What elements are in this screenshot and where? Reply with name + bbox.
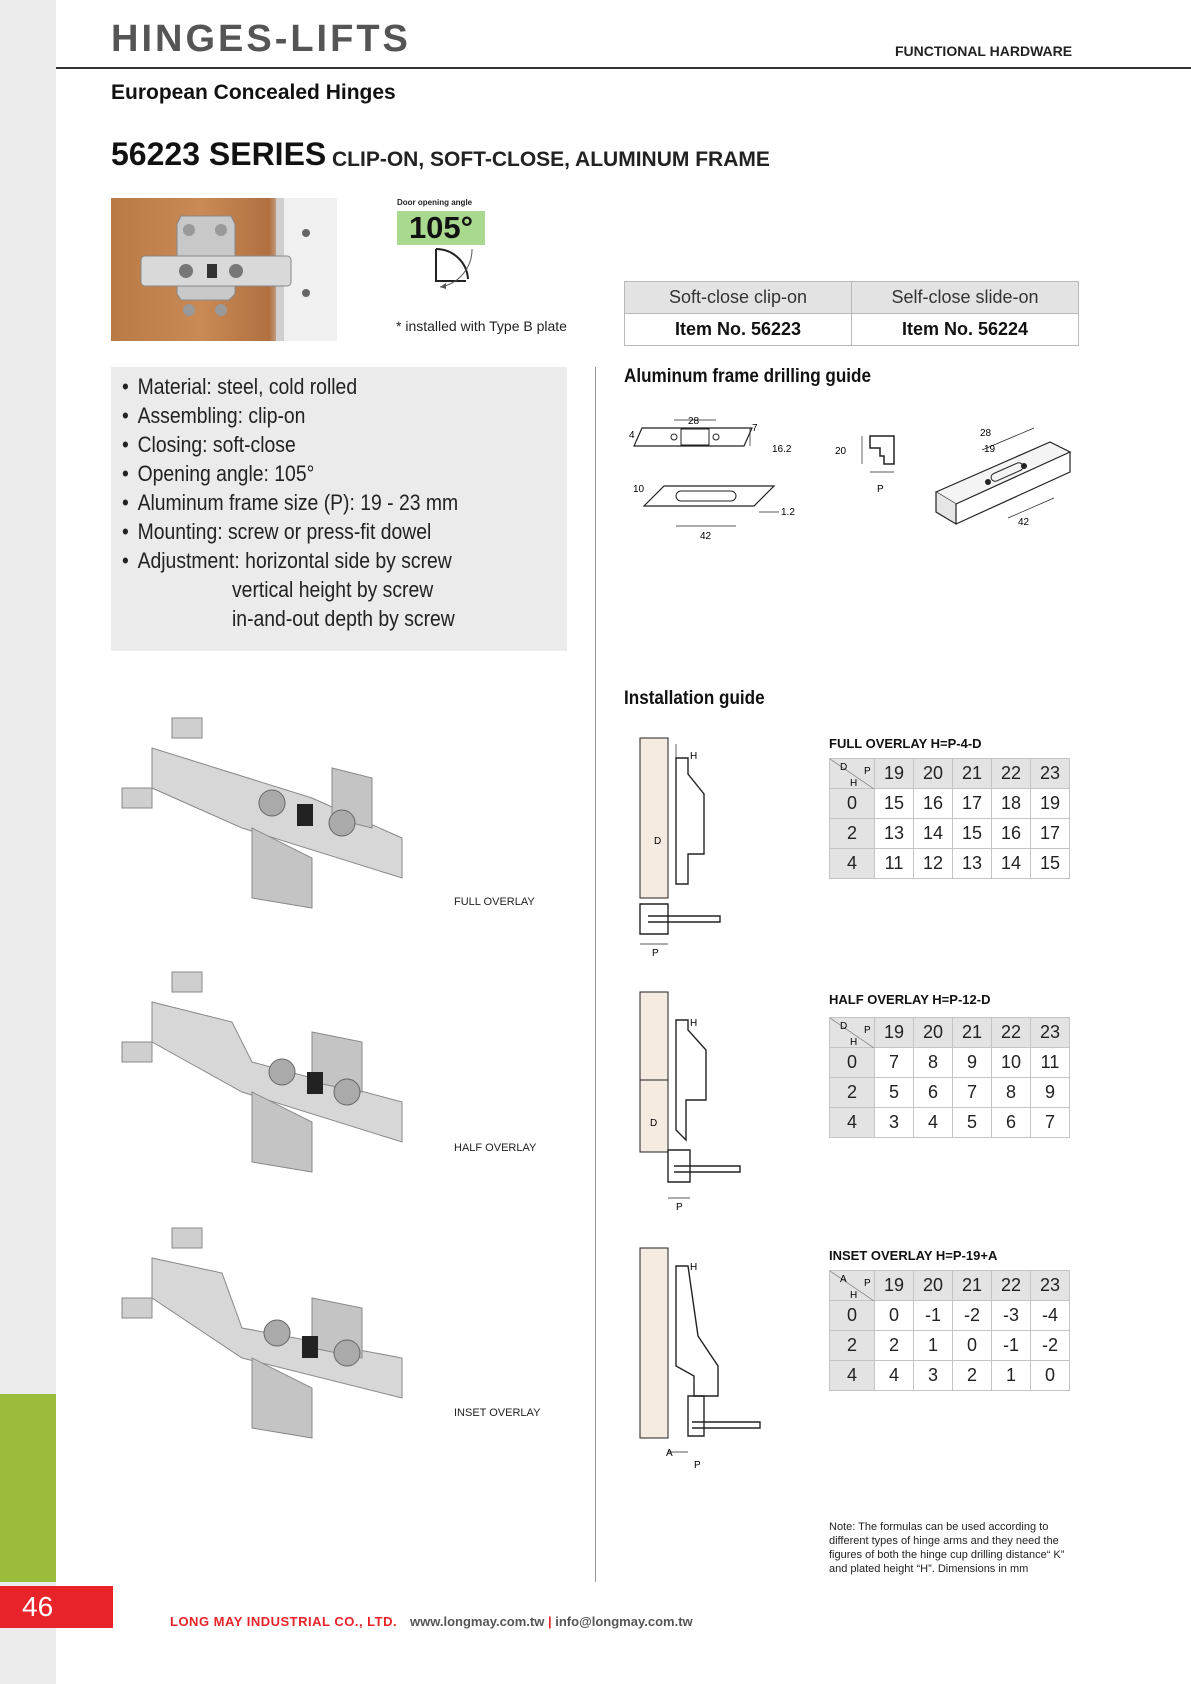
table-header-cell: 20 — [914, 1271, 953, 1301]
inset-overlay-caption: INSET OVERLAY — [454, 1407, 541, 1419]
formula-note: Note: The formulas can be used according to different types of hinge arms and they need the figures of both the hinge cup drilling distance“ K” and plated height “H”. Dimensions in mm — [829, 1521, 1065, 1575]
dim-label: 1.2 — [781, 507, 795, 518]
table-header-cell: 22 — [992, 1018, 1031, 1048]
footer-contact — [410, 1614, 693, 1629]
table-header-cell: 19 — [875, 1018, 914, 1048]
dim-label: D — [654, 836, 662, 847]
table-header-cell: 21 — [953, 759, 992, 789]
dim-label: H — [690, 1018, 698, 1029]
table-header-cell: 23 — [1031, 1018, 1070, 1048]
install-note: * installed with Type B plate — [396, 318, 567, 334]
page-title: HINGES-LIFTS — [111, 18, 411, 60]
svg-text:H: H — [850, 778, 858, 789]
dim-label: D — [650, 1118, 658, 1129]
feature-item: • Aluminum frame size (P): 19 - 23 mm — [122, 488, 458, 517]
installation-guide-title: Installation guide — [624, 688, 765, 709]
full-overlay-title: FULL OVERLAY H=P-4-D — [829, 736, 982, 751]
svg-text:P: P — [864, 1278, 871, 1289]
footer-website-link[interactable]: www.longmay.com.tw — [410, 1614, 545, 1629]
dim-label: P — [694, 1460, 701, 1471]
svg-text:P: P — [864, 1025, 871, 1036]
dim-label: 19 — [984, 444, 996, 455]
column-divider — [595, 367, 596, 1582]
table-corner — [830, 759, 875, 789]
feature-item: • Mounting: screw or press-fit dowel — [122, 517, 458, 546]
dim-label: 10 — [633, 484, 645, 495]
feature-continuation: vertical height by screw — [232, 577, 434, 602]
drilling-diagram-a — [624, 408, 804, 546]
drilling-guide-title: Aluminum frame drilling guide — [624, 366, 872, 387]
inset-overlay-title: INSET OVERLAY H=P-19+A — [829, 1248, 998, 1263]
dim-label: 28 — [980, 428, 992, 439]
opening-angle-value: 105° — [397, 211, 485, 245]
hinge-photo-half-overlay — [112, 962, 412, 1192]
table-row: 0 0 -1 -2 -3 -4 — [830, 1301, 1070, 1331]
inset-overlay-table — [829, 1270, 1070, 1391]
table-row: 0 7 8 9 10 11 — [830, 1048, 1070, 1078]
half-overlay-table — [829, 1017, 1070, 1138]
dim-label: 16.2 — [772, 444, 792, 455]
series-description: CLIP-ON, SOFT-CLOSE, ALUMINUM FRAME — [332, 148, 770, 171]
table-row: 0 15 16 17 18 19 — [830, 789, 1070, 819]
svg-text:A: A — [840, 1274, 847, 1285]
dim-label: H — [690, 1262, 698, 1273]
hinge-photo-inset-overlay — [112, 1218, 412, 1448]
footer-email-link[interactable]: info@longmay.com.tw — [555, 1614, 693, 1629]
table-header-cell: 23 — [1031, 759, 1070, 789]
drilling-diagram-3d — [930, 420, 1080, 535]
dim-label: 7 — [752, 423, 758, 434]
table-row: 4 11 12 13 14 15 — [830, 849, 1070, 879]
feature-item: • Opening angle: 105° — [122, 459, 458, 488]
drilling-diagram-profile — [832, 430, 902, 500]
series-name: 56223 SERIES — [111, 136, 327, 172]
item-table — [624, 281, 1079, 346]
full-overlay-caption: FULL OVERLAY — [454, 896, 535, 908]
dim-label: H — [690, 751, 698, 762]
category-label: FUNCTIONAL HARDWARE — [895, 43, 1073, 59]
half-overlay-caption: HALF OVERLAY — [454, 1142, 537, 1154]
table-row: 2 5 6 7 8 9 — [830, 1078, 1070, 1108]
feature-item: • Assembling: clip-on — [122, 401, 458, 430]
section-tab — [0, 1394, 56, 1582]
footer-company: LONG MAY INDUSTRIAL CO., LTD. — [170, 1614, 398, 1629]
item-type-header: Soft-close clip-on — [625, 282, 852, 314]
table-header-cell: 19 — [875, 1271, 914, 1301]
header-rule — [56, 67, 1191, 69]
table-row: 4 4 3 2 1 0 — [830, 1361, 1070, 1391]
table-header-cell: 21 — [953, 1271, 992, 1301]
half-overlay-diagram — [628, 990, 748, 1216]
svg-text:D: D — [840, 1021, 848, 1032]
door-angle-icon — [430, 245, 494, 289]
table-row: 2 2 1 0 -1 -2 — [830, 1331, 1070, 1361]
page-number: 46 — [0, 1586, 113, 1628]
item-type-header: Self-close slide-on — [852, 282, 1079, 314]
inset-overlay-diagram — [628, 1246, 768, 1476]
full-overlay-diagram — [628, 734, 728, 960]
svg-text:P: P — [864, 766, 871, 777]
product-photo — [111, 198, 337, 341]
svg-text:H: H — [850, 1290, 858, 1301]
table-header-cell: 20 — [914, 1018, 953, 1048]
dim-label: 42 — [700, 531, 712, 542]
dim-label: P — [676, 1202, 683, 1213]
item-number: Item No. 56224 — [852, 314, 1079, 346]
table-row: 4 3 4 5 6 7 — [830, 1108, 1070, 1138]
footer-separator: | — [547, 1614, 552, 1629]
feature-item: • Material: steel, cold rolled — [122, 372, 458, 401]
table-corner — [830, 1271, 875, 1301]
table-corner — [830, 1018, 875, 1048]
table-header-cell: 22 — [992, 1271, 1031, 1301]
svg-text:D: D — [840, 762, 848, 773]
hinge-photo-full-overlay — [112, 708, 412, 938]
dim-label: A — [666, 1448, 673, 1459]
dim-label: 20 — [835, 446, 847, 457]
table-header-cell: 21 — [953, 1018, 992, 1048]
opening-angle-label: Door opening angle — [397, 198, 473, 207]
svg-text:H: H — [850, 1037, 858, 1048]
dim-label: P — [877, 484, 884, 495]
dim-label: 42 — [1018, 517, 1030, 528]
dim-label: 28 — [688, 416, 700, 427]
table-header-cell: 19 — [875, 759, 914, 789]
item-number: Item No. 56223 — [625, 314, 852, 346]
page-subtitle: European Concealed Hinges — [111, 81, 396, 104]
features-list — [122, 372, 458, 633]
dim-label: P — [652, 948, 659, 959]
table-header-cell: 23 — [1031, 1271, 1070, 1301]
full-overlay-table — [829, 758, 1070, 879]
feature-continuation: in-and-out depth by screw — [232, 606, 455, 631]
half-overlay-title: HALF OVERLAY H=P-12-D — [829, 992, 991, 1007]
feature-item: • Adjustment: horizontal side by screw — [122, 546, 458, 575]
dim-label: 4 — [629, 430, 635, 441]
table-header-cell: 20 — [914, 759, 953, 789]
feature-item: • Closing: soft-close — [122, 430, 458, 459]
table-row: 2 13 14 15 16 17 — [830, 819, 1070, 849]
table-header-cell: 22 — [992, 759, 1031, 789]
